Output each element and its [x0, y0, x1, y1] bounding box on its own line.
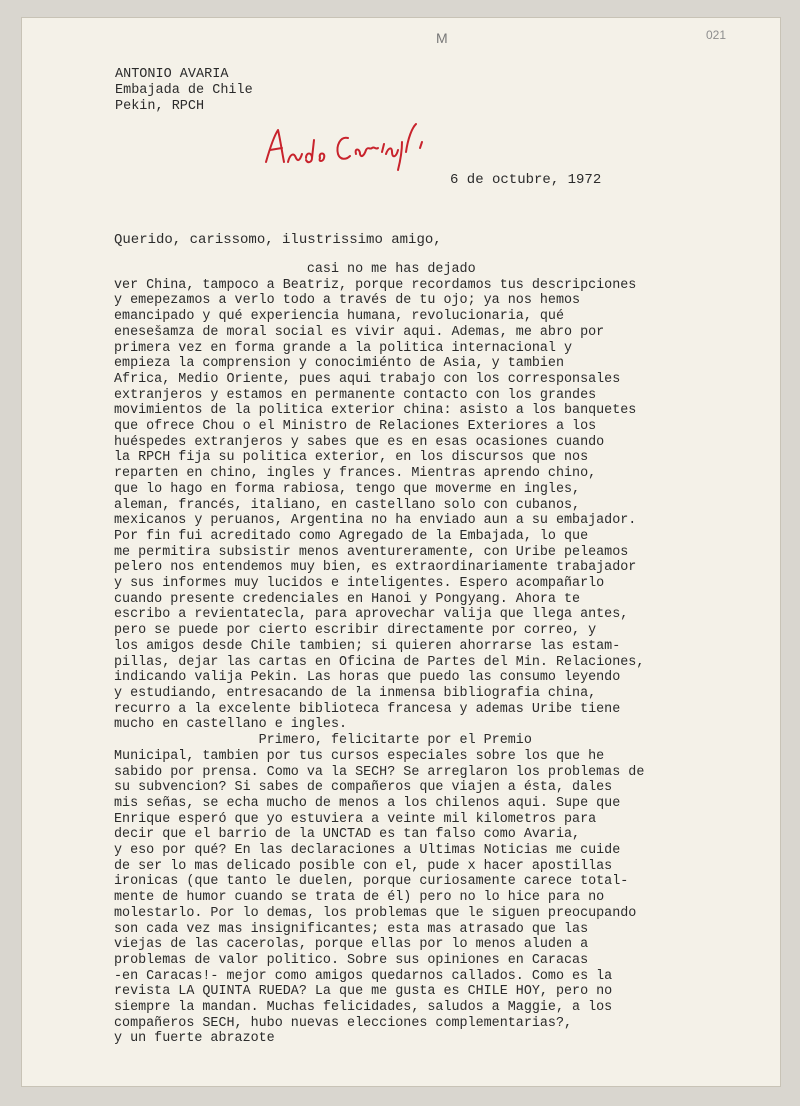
body-line: los amigos desde Chile tambien; si quieren ahorrarse las estam-	[114, 638, 621, 654]
body-line: son cada vez mas insignificantes; esta mas atrasado que las	[114, 921, 589, 937]
body-line: indicando valija Pekin. Las horas que puedo las consumo leyendo	[114, 670, 621, 686]
body-line: compañeros SECH, hubo nuevas elecciones complementarias?,	[114, 1015, 573, 1031]
body-line: primera vez en forma grande a la politica internacional y	[114, 340, 573, 356]
body-line: su subvencion? Si sabes de compañeros que viajen a ésta, dales	[114, 780, 613, 796]
letter-body	[114, 262, 644, 1047]
body-line: ironicas (que tanto le duelen, porque curiosamente carece total-	[114, 874, 629, 890]
body-line: Municipal, tambien por tus cursos especiales sobre los que he	[114, 748, 605, 764]
body-line: emancipado y qué experiencia humana, revolucionaria, qué	[114, 309, 564, 325]
body-line: empieza la comprension y conocimiénto de Asia, y tambien	[114, 356, 564, 372]
body-line: Enrique esperó que yo estuviera a veinte mil kilometros para	[114, 811, 597, 827]
body-line: y estudiando, entresacando de la inmensa bibliografia china,	[114, 685, 597, 701]
body-line: Por fin fui acreditado como Agregado de la Embajada, lo que	[114, 528, 589, 544]
body-line: mexicanos y peruanos, Argentina no ha enviado aun a su embajador.	[114, 513, 637, 529]
letter-date: 6 de octubre, 1972	[450, 172, 602, 188]
body-line: -en Caracas!- mejor como amigos quedarnos callados. Como es la	[114, 968, 613, 984]
body-line: y un fuerte abrazote	[114, 1031, 275, 1047]
body-line: pelero nos entendemos muy bien, es extraordinariamente trabajador	[114, 560, 637, 576]
body-line: movimientos de la politica exterior china: asisto a los banquetes	[114, 403, 637, 419]
body-line: pero se puede por cierto escribir directamente por correo, y	[114, 623, 597, 639]
handwritten-annotation	[262, 118, 442, 179]
body-line: decir que el barrio de la UNCTAD es tan falso como Avaria,	[114, 827, 581, 843]
archive-number: 021	[706, 28, 727, 42]
sender-name: ANTONIO AVARIA	[115, 67, 229, 82]
body-line: mucho en castellano e ingles.	[114, 717, 348, 733]
body-line: extranjeros y estamos en permanente contacto con los grandes	[114, 387, 597, 403]
body-line: aleman, francés, italiano, en castellano solo con cubanos,	[114, 497, 581, 513]
body-line: Primero, felicitarte por el Premio	[114, 733, 532, 749]
body-line: Africa, Medio Oriente, pues aqui trabajo con los corresponsales	[114, 371, 621, 387]
body-line: molestarlo. Por lo demas, los problemas que le siguen preocupando	[114, 905, 637, 921]
body-line: problemas de valor politico. Sobre sus opiniones en Caracas	[114, 952, 589, 968]
body-line: enesešamza de moral social es vivir aqui. Ademas, me abro por	[114, 324, 605, 340]
body-line: y sus informes muy lucidos e inteligentes. Espero acompañarlo	[114, 576, 605, 592]
body-line: revista LA QUINTA RUEDA? La que me gusta es CHILE HOY, pero no	[114, 984, 613, 1000]
body-line: reparten en chino, ingles y frances. Mientras aprendo chino,	[114, 466, 597, 482]
body-line: que ofrece Chou o el Ministro de Relaciones Exteriores a los	[114, 419, 597, 435]
body-line: de ser lo mas delicado posible con el, pude x hacer apostillas	[114, 858, 613, 874]
salutation: Querido, carissomo, ilustrissimo amigo,	[114, 232, 442, 248]
body-line: y eso por qué? En las declaraciones a Ultimas Noticias me cuide	[114, 843, 621, 859]
handwritten-annotation-drawing	[262, 118, 442, 174]
body-line: mis señas, se echa mucho de menos a los chilenos aqui. Supe que	[114, 795, 621, 811]
body-line: me permitira subsistir menos aventureramente, con Uribe peleamos	[114, 544, 629, 560]
body-line: que lo hago en forma rabiosa, tengo que moverme en ingles,	[114, 481, 581, 497]
sender-city: Pekin, RPCH	[115, 99, 205, 114]
body-line: sabido por prensa. Como va la SECH? Se arreglaron los problemas de	[114, 764, 645, 780]
body-line: huéspedes extranjeros y sabes que es en esas ocasiones cuando	[114, 434, 605, 450]
body-line: la RPCH fija su politica exterior, en los discursos que nos	[114, 450, 589, 466]
body-line: recurro a la excelente biblioteca francesa y ademas Uribe tiene	[114, 701, 621, 717]
body-line: pillas, dejar las cartas en Oficina de Partes del Min. Relaciones,	[114, 654, 645, 670]
body-line: escribo a revientatecla, para aprovechar valija que llega antes,	[114, 607, 629, 623]
body-line: y emepezamos a verlo todo a través de tu ojo; ya nos hemos	[114, 293, 581, 309]
body-line: mente de humor cuando se trata de él) pero no lo hice para no	[114, 890, 605, 906]
body-line: viejas de las cacerolas, porque ellas por lo menos aluden a	[114, 937, 589, 953]
body-line: ver China, tampoco a Beatriz, porque recordamos tus descripciones	[114, 277, 637, 293]
sender-block	[115, 67, 253, 115]
body-line: siempre la mandan. Muchas felicidades, saludos a Maggie, a los	[114, 1000, 613, 1016]
body-line: casi no me has dejado	[114, 262, 476, 277]
corner-mark: M	[436, 30, 448, 46]
body-line: cuando presente credenciales en Hanoi y Pongyang. Ahora te	[114, 591, 581, 607]
sender-embassy: Embajada de Chile	[115, 83, 253, 98]
